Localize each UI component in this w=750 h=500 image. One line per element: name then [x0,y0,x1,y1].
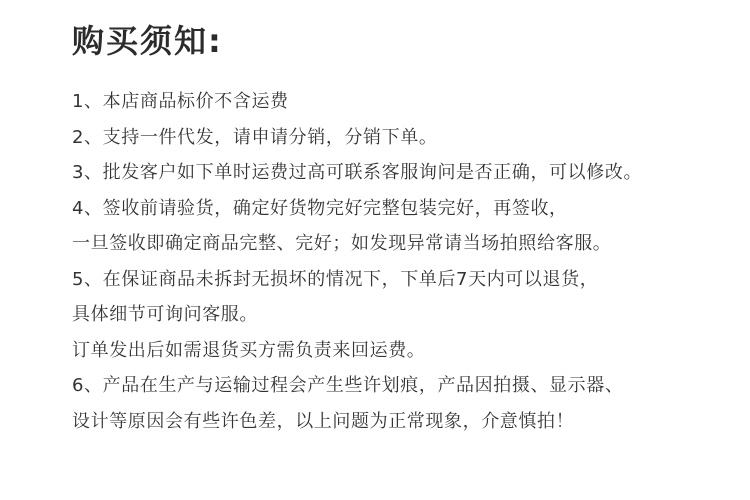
notice-line-9: 6、产品在生产与运输过程会产生些许划痕，产品因拍摄、显示器、 [72,375,624,396]
notice-line-5: 一旦签收即确定商品完整、完好；如发现异常请当场拍照给客服。 [72,233,612,254]
notice-line-4: 4、签收前请验货，确定好货物完好完整包装完好，再签收， [72,197,568,219]
notice-line-6: 5、在保证商品未拆封无损坏的情况下，下单后7天内可以退货， [72,268,599,290]
notice-line-2: 2、支持一件代发，请申请分销，分销下单。 [72,126,438,148]
notice-line-7: 具体细节可询问客服。 [72,304,258,325]
notice-line-10: 设计等原因会有些许色差，以上问题为正常现象，介意慎拍！ [72,410,575,432]
notice-line-8: 订单发出后如需退货买方需负责来回运费。 [72,339,426,361]
notice-line-3: 3、批发客户如下单时运费过高可联系客服询问是否正确，可以修改。 [72,162,643,183]
purchase-notice [72,0,732,432]
notice-title: 购买须知: [72,22,223,60]
notice-list [72,84,642,439]
notice-line-1: 1、本店商品标价不含运费 [72,91,289,112]
